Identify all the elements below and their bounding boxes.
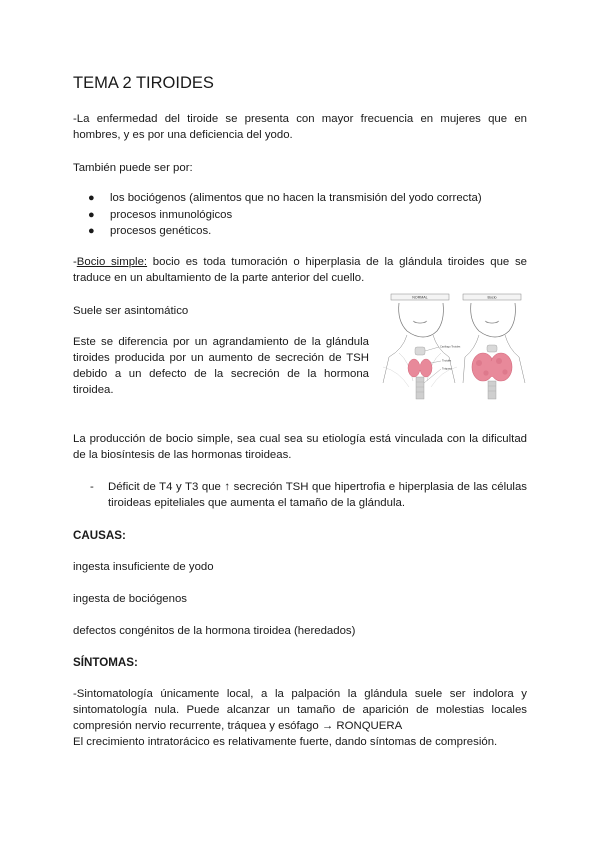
intro-paragraph: -La enfermedad del tiroide se presenta con mayor frecuencia en mujeres que en hombres, y es por una deficiencia del yodo.	[73, 113, 527, 141]
dash-bullet: -	[90, 481, 94, 493]
page-title: TEMA 2 TIROIDES	[73, 74, 214, 92]
bullet-icon: ●	[88, 192, 95, 204]
sintomas-paragraph: -Sintomatología únicamente local, a la palpación la glándula suele ser indolora y sintomatología nula. Puede alcanzar un tamaño de aparición de molestias locales compresión nervio recurrente, tráquea y esófago → RONQUERA	[73, 688, 527, 732]
also-caused-by: También puede ser por:	[73, 162, 193, 174]
causes-bullet-list	[88, 190, 482, 240]
list-item: ● los bociógenos (alimentos que no hacen la transmisión del yodo correcta)	[88, 192, 482, 204]
sintomas-heading: SÍNTOMAS:	[73, 656, 138, 669]
list-item: ● procesos inmunológicos	[88, 208, 233, 221]
label-normal: NORMAL	[412, 295, 428, 300]
thyroid-illustration	[379, 291, 527, 405]
causa-item-2: ingesta de bociógenos	[73, 593, 187, 605]
asintomatico-text: Suele ser asintomático	[73, 305, 189, 317]
causa-item-3: defectos congénitos de la hormona tiroidea (heredados)	[73, 625, 356, 637]
produccion-paragraph: La producción de bocio simple, sea cual sea su etiología está vinculada con la dificultad de la biosíntesis de las hormonas tiroideas.	[73, 433, 527, 461]
list-item: ● procesos genéticos.	[88, 225, 212, 238]
bocio-simple-paragraph: -Bocio simple: bocio es toda tumoración o hiperplasia de la glándula tiroides que se traduce en un abultamiento de la parte anterior del cuello.	[73, 256, 527, 284]
goiter-neck-figure	[463, 294, 525, 399]
deficit-paragraph: Déficit de T4 y T3 que ↑ secreción TSH que hipertrofia e hiperplasia de las células tiroideas epiteliales que aumenta el tamaño de la glándula.	[108, 481, 527, 509]
normal-neck-figure	[383, 294, 461, 399]
annotation-traquea: Tráquea	[442, 367, 452, 371]
label-bocio: Bocio	[487, 295, 497, 300]
causa-item-1: ingesta insuficiente de yodo	[73, 561, 214, 573]
crecimiento-paragraph: El crecimiento intratorácico es relativamente fuerte, dando síntomas de compresión.	[73, 736, 498, 748]
bullet-icon: ●	[88, 208, 95, 221]
annotation-tiroides: Tiroides	[442, 359, 452, 363]
causas-heading: CAUSAS:	[73, 529, 126, 542]
bocio-term: Bocio simple:	[76, 256, 148, 268]
diferencia-paragraph: Este se diferencia por un agrandamiento de la glándula tiroides producida por un aumento de secreción de TSH debido a un defecto de la secreción de la hormona tiroidea.	[73, 336, 369, 396]
annotation-cartilago: Cartílago Tiroides	[440, 345, 461, 349]
bullet-icon: ●	[88, 225, 95, 238]
